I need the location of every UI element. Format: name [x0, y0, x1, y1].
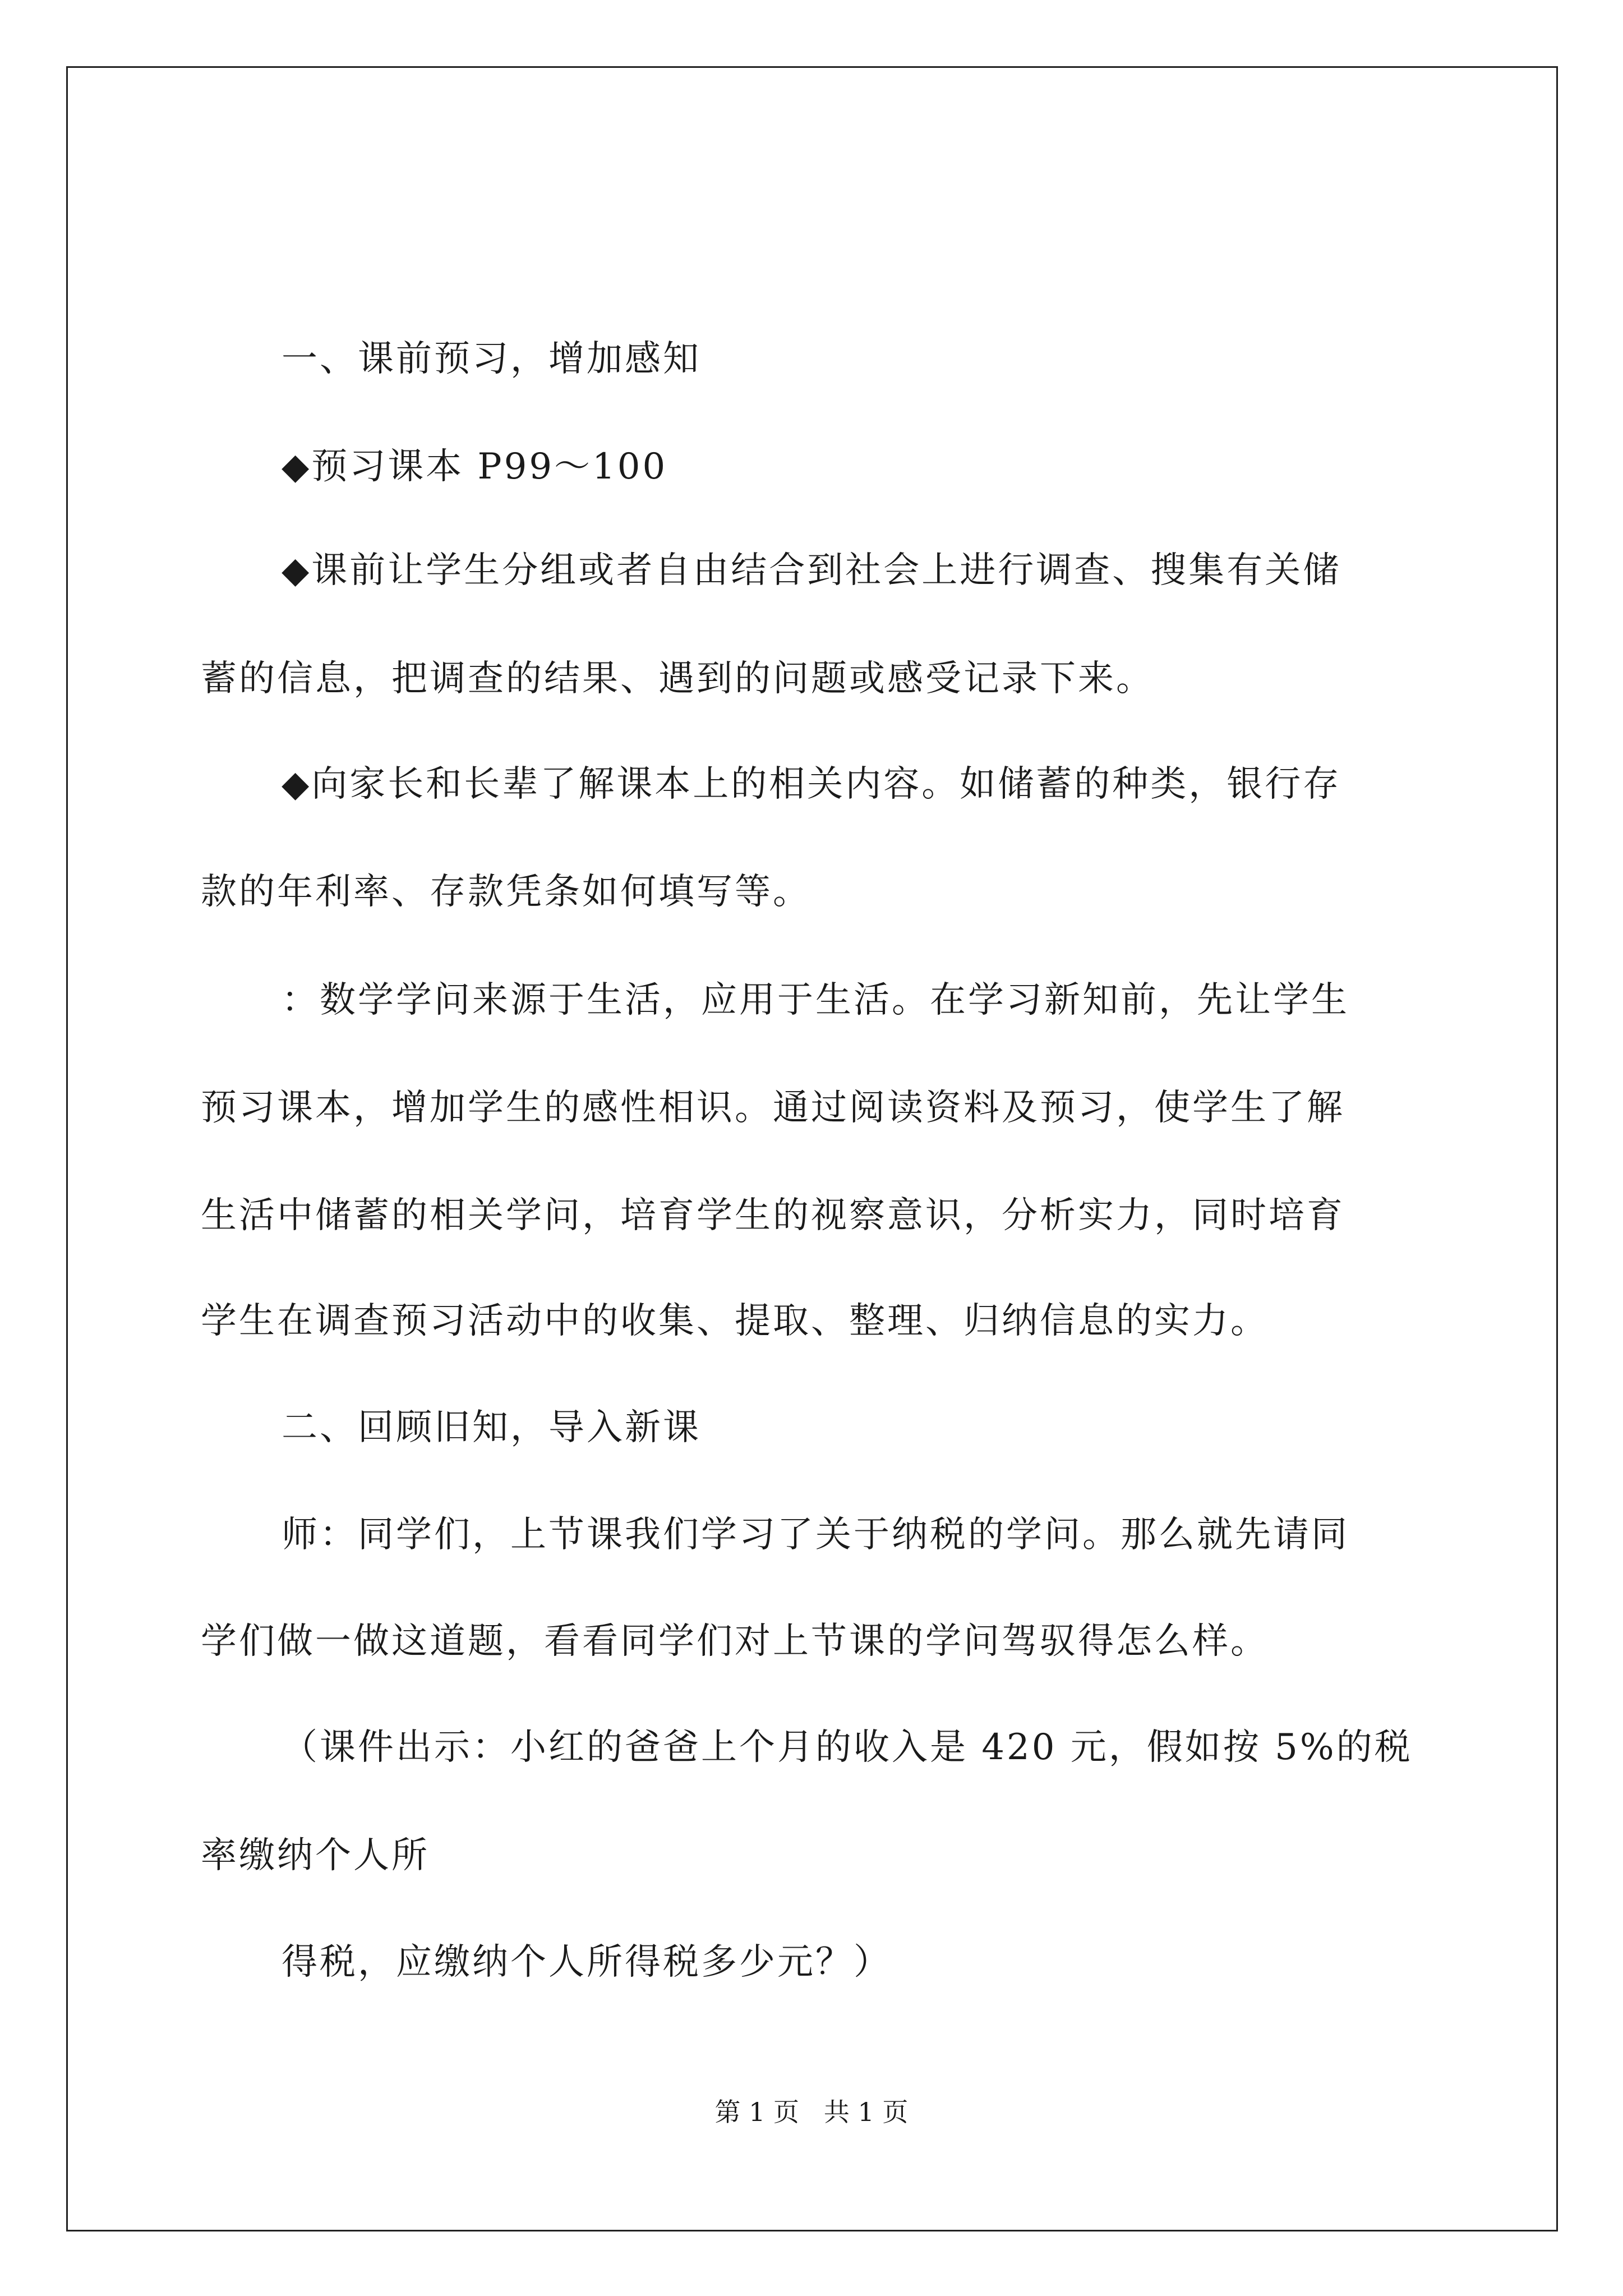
note-paragraph-line-1: ：数学学问来源于生活，应用于生活。在学习新知前，先让学生 — [282, 979, 1349, 1021]
bullet-survey-line-1: ◆课前让学生分组或者自由结合到社会上进行调查、搜集有关储 — [282, 550, 1341, 591]
exercise-paragraph-line-2: 率缴纳个人所 — [201, 1835, 430, 1876]
bullet-preview-textbook: ◆预习课本 P99～100 — [282, 446, 668, 487]
page-border — [66, 66, 1558, 2231]
note-paragraph-line-4: 学生在调查预习活动中的收集、提取、整理、归纳信息的实力。 — [201, 1300, 1269, 1342]
teacher-paragraph-line-2: 学们做一做这道题，看看同学们对上节课的学问驾驭得怎么样。 — [201, 1621, 1269, 1662]
teacher-paragraph-line-1: 师：同学们，上节课我们学习了关于纳税的学问。那么就先请同 — [282, 1514, 1349, 1556]
page-number-footer: 第 1 页 共 1 页 — [714, 2097, 909, 2127]
exercise-paragraph-line-1: （课件出示：小红的爸爸上个月的收入是 420 元，假如按 5%的税 — [282, 1727, 1413, 1768]
note-paragraph-line-2: 预习课本，增加学生的感性相识。通过阅读资料及预习，使学生了解 — [201, 1087, 1345, 1129]
bullet-ask-parents-line-1: ◆向家长和长辈了解课本上的相关内容。如储蓄的种类，银行存 — [282, 763, 1341, 805]
note-paragraph-line-3: 生活中储蓄的相关学问，培育学生的视察意识，分析实力，同时培育 — [201, 1195, 1345, 1236]
heading-section-2: 二、回顾旧知，导入新课 — [282, 1407, 701, 1448]
heading-section-1: 一、课前预习，增加感知 — [282, 338, 701, 380]
exercise-paragraph-line-3: 得税，应缴纳个人所得税多少元？） — [282, 1941, 892, 1983]
bullet-survey-line-2: 蓄的信息，把调查的结果、遇到的问题或感受记录下来。 — [201, 658, 1154, 700]
bullet-ask-parents-line-2: 款的年利率、存款凭条如何填写等。 — [201, 871, 811, 913]
